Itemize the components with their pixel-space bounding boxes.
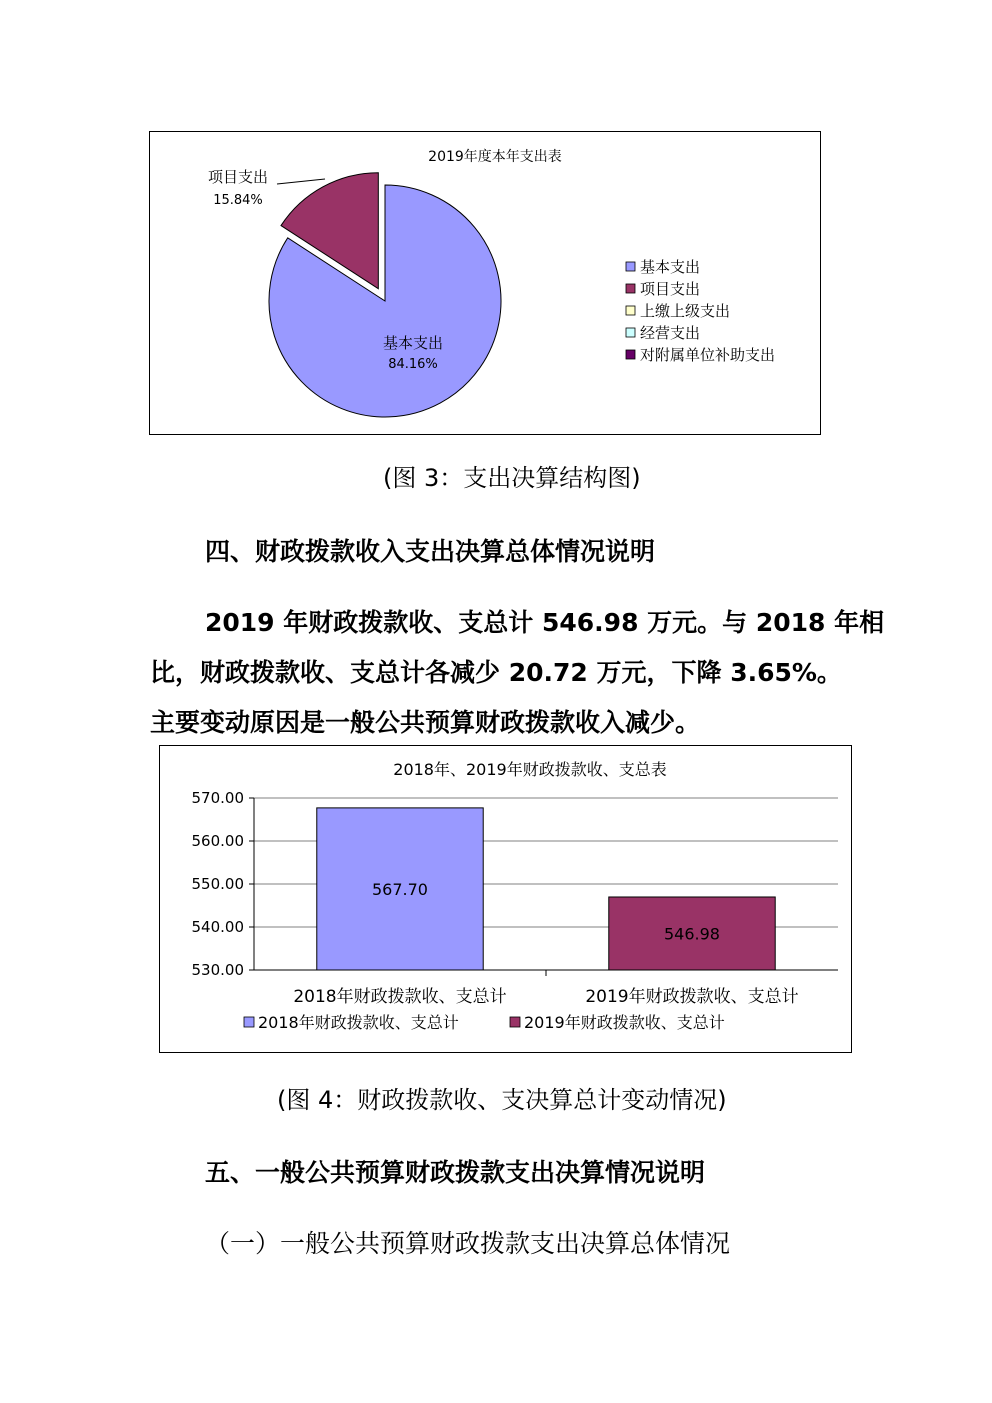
section-5-subheading-1: （一）一般公共预算财政拨款支出决算总体情况 [205, 1229, 731, 1258]
pie-label-project-pct: 15.84% [213, 193, 263, 208]
pie-chart-box [149, 131, 821, 435]
bar-data-label: 546.98 [664, 924, 720, 944]
legend-label-subsidiary: 对附属单位补助支出 [640, 346, 776, 364]
paragraph-4-line-3: 主要变动原因是一般公共预算财政拨款收入减少。 [150, 708, 701, 737]
legend-swatch-project [626, 284, 635, 293]
section-4-heading: 四、财政拨款收入支出决算总体情况说明 [205, 537, 656, 566]
bar-chart-box [159, 745, 852, 1053]
x-category-label: 2019年财政拨款收、支总计 [585, 987, 799, 1007]
pie-label-basic-pct: 84.16% [388, 357, 438, 372]
legend-swatch-subsidiary [626, 350, 635, 359]
figure-3-caption: (图 3：支出决算结构图) [383, 464, 641, 492]
figure-4-caption: (图 4：财政拨款收、支决算总计变动情况) [277, 1086, 727, 1114]
legend-label-operating: 经营支出 [640, 324, 701, 342]
pie-leader-line [277, 179, 325, 184]
pie-legend [626, 258, 775, 364]
y-tick-label: 570.00 [191, 789, 244, 807]
bar-legend [244, 1013, 725, 1032]
bar-data-label: 567.70 [372, 879, 428, 899]
pie-label-basic-name: 基本支出 [382, 334, 444, 352]
legend-label-upper: 上缴上级支出 [640, 302, 731, 320]
bar-chart [160, 746, 851, 1052]
y-tick-label: 540.00 [191, 918, 244, 936]
pie-chart [150, 132, 820, 434]
paragraph-4-line-2: 比，财政拨款收、支总计各减少 20.72 万元，下降 3.65%。 [150, 658, 842, 687]
bar-legend-swatch-2019 [510, 1017, 520, 1027]
y-tick-label: 560.00 [191, 832, 244, 850]
y-tick-label: 530.00 [191, 961, 244, 979]
x-category-label: 2018年财政拨款收、支总计 [293, 987, 507, 1007]
bar-legend-label-2018: 2018年财政拨款收、支总计 [258, 1013, 459, 1032]
legend-swatch-basic [626, 262, 635, 271]
legend-swatch-operating [626, 328, 635, 337]
bar-legend-swatch-2018 [244, 1017, 254, 1027]
section-5-heading: 五、一般公共预算财政拨款支出决算情况说明 [205, 1158, 706, 1187]
bar-legend-label-2019: 2019年财政拨款收、支总计 [524, 1013, 725, 1032]
legend-label-project: 项目支出 [640, 280, 701, 298]
paragraph-4-line-1: 2019 年财政拨款收、支总计 546.98 万元。与 2018 年相 [205, 608, 885, 637]
pie-label-project-name: 项目支出 [207, 168, 269, 186]
legend-swatch-upper [626, 306, 635, 315]
bar-chart-title: 2018年、2019年财政拨款收、支总表 [393, 760, 667, 779]
legend-label-basic: 基本支出 [640, 258, 701, 276]
y-tick-label: 550.00 [191, 875, 244, 893]
pie-chart-title: 2019年度本年支出表 [428, 149, 562, 165]
